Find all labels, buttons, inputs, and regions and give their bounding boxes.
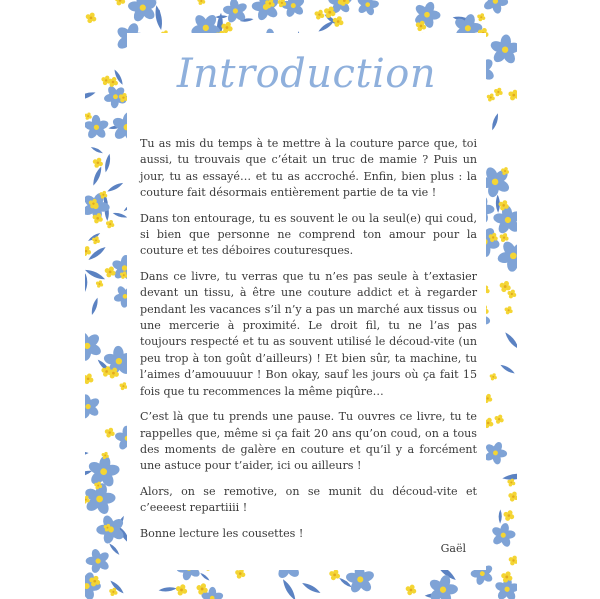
blue-leaf-icon [90, 297, 99, 316]
blue-leaf-icon [215, 15, 228, 19]
yellow-blossom-icon [508, 492, 517, 502]
paragraph: Bonne lecture les cousettes ! [140, 526, 304, 540]
yellow-blossom-icon [85, 374, 93, 385]
blue-leaf-icon [490, 113, 499, 131]
paragraph: Dans ton entourage, tu es souvent le ou la seul(e) qui coud, si bien que personne ne comprend ton amour pour la couture et tes déboires couturesques. [140, 211, 477, 258]
blue-flower-icon [85, 480, 120, 519]
yellow-blossom-icon [329, 569, 340, 580]
blue-leaf-icon [158, 586, 177, 592]
yellow-blossom-icon [406, 585, 417, 596]
yellow-blossom-icon [500, 281, 511, 292]
blue-leaf-icon [154, 0, 169, 2]
yellow-blossom-icon [86, 13, 97, 24]
blue-flower-icon [85, 389, 106, 425]
yellow-blossom-icon [333, 16, 344, 27]
yellow-blossom-icon [494, 88, 503, 97]
paragraph: Tu as mis du temps à te mettre à la couture parce que, toi aussi, tu trouvais que c’était un truc de mamie ? Puis un jour, tu as essayé… et tu as accroché. Enfin, bien plus : la couture fait désormais entièrement partie de ta vie ! [140, 137, 477, 200]
yellow-blossom-icon [315, 10, 325, 20]
yellow-blossom-icon [96, 280, 103, 287]
blue-flower-icon [488, 520, 517, 550]
blue-leaf-icon [104, 153, 112, 172]
page-title: Introduction [176, 51, 437, 97]
page-card [127, 33, 486, 570]
yellow-blossom-icon [235, 568, 245, 578]
blue-leaf-icon [317, 20, 335, 34]
yellow-blossom-icon [507, 290, 516, 299]
yellow-blossom-icon [509, 556, 517, 566]
blue-leaf-icon [106, 181, 124, 193]
blue-leaf-icon [85, 451, 89, 456]
paragraph: C’est là que tu prends une pause. Tu ouvres ce livre, tu te rappelles que, même si ça fait 20 ans qu’on coud, on a tous des moments de galère en couture et qu’il y a forcément une astuce pour t’aider, ici ou ailleurs ! [140, 410, 477, 473]
yellow-blossom-icon [106, 220, 114, 228]
blue-leaf-icon [85, 268, 106, 282]
yellow-blossom-icon [85, 246, 91, 256]
blue-leaf-icon [281, 578, 298, 599]
yellow-blossom-icon [176, 584, 187, 595]
blue-leaf-icon [108, 542, 121, 556]
yellow-blossom-icon [490, 373, 497, 380]
yellow-blossom-icon [507, 479, 515, 487]
yellow-blossom-icon [85, 112, 92, 119]
yellow-blossom-icon [115, 0, 125, 5]
paragraph: Dans ce livre, tu verras que tu n’es pas seule à t’extasier devant un tissu, à être une couture addict et à regarder pendant les vacances s’il n’y a pas un marché aux tissus ou une mercerie à proximité. Le droit fil, tu ne l’as pas toujours respecté et tu as souvent utilisé le découd-vite (un peu trop à ton goût d’ailleurs) ! Et bien sûr, ta machine, tu l’aimes d’amouuuur ! Bon okay, sauf les jours où ça fait 15 fois que tu recommences la même piqûre… [140, 269, 477, 398]
yellow-blossom-icon [105, 428, 115, 438]
yellow-blossom-icon [504, 510, 515, 521]
yellow-blossom-icon [109, 588, 117, 596]
blue-leaf-icon [90, 146, 104, 155]
yellow-blossom-icon [93, 158, 103, 168]
blue-leaf-icon [85, 273, 88, 292]
blue-flower-icon [409, 0, 445, 33]
yellow-blossom-icon [508, 90, 517, 101]
blue-leaf-icon [301, 581, 322, 595]
yellow-blossom-icon [487, 93, 495, 101]
blue-leaf-icon [499, 363, 515, 375]
signature: Gaël [440, 542, 466, 555]
blue-leaf-icon [199, 572, 210, 582]
yellow-blossom-icon [495, 415, 504, 424]
blue-leaf-icon [503, 331, 517, 350]
intro-text [140, 136, 477, 551]
blue-flower-icon [354, 0, 382, 18]
blue-leaf-icon [112, 211, 128, 219]
blue-leaf-icon [499, 509, 502, 523]
blue-leaf-icon [91, 166, 103, 187]
blue-leaf-icon [85, 90, 96, 102]
yellow-blossom-icon [197, 0, 205, 5]
paragraph: Alors, on se remotive, on se munit du découd-vite et c’eeeest repartiiii ! [140, 484, 477, 515]
yellow-blossom-icon [505, 306, 513, 314]
yellow-blossom-icon [105, 266, 116, 277]
yellow-blossom-icon [500, 233, 509, 242]
yellow-blossom-icon [477, 13, 485, 21]
yellow-blossom-icon [108, 77, 118, 87]
